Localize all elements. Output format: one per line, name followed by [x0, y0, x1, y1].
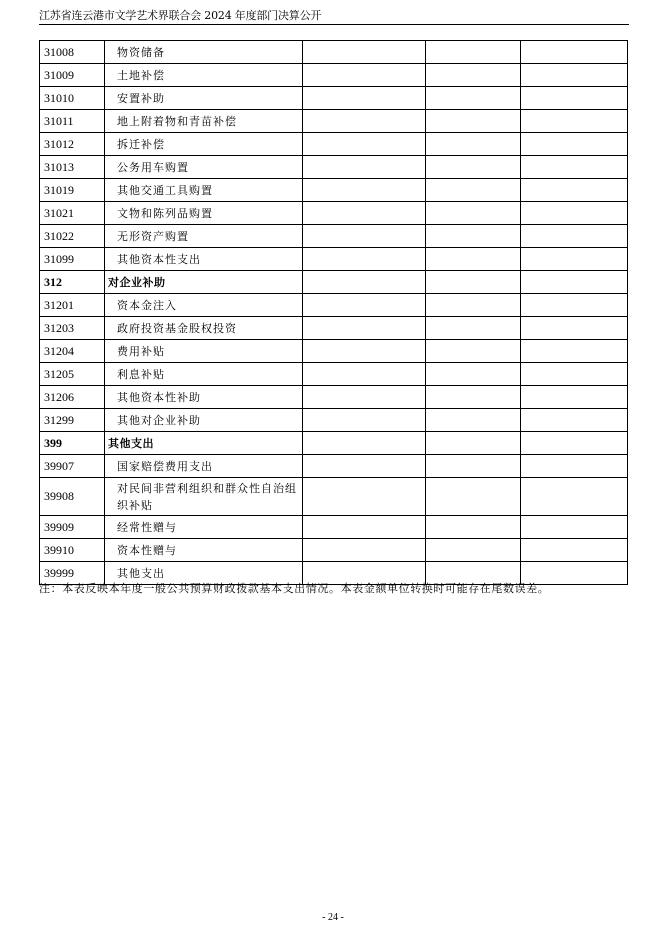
table-row — [40, 110, 628, 133]
amount-cell — [521, 41, 628, 64]
amount-cell — [521, 225, 628, 248]
amount-cell — [426, 386, 521, 409]
amount-cell — [426, 225, 521, 248]
subject-code: 31013 — [40, 156, 105, 179]
amount-cell — [303, 478, 426, 516]
table-row — [40, 156, 628, 179]
amount-cell — [521, 386, 628, 409]
amount-cell — [521, 294, 628, 317]
amount-cell — [426, 432, 521, 455]
amount-cell — [521, 432, 628, 455]
amount-cell — [426, 110, 521, 133]
subject-code: 312 — [40, 271, 105, 294]
amount-cell — [521, 64, 628, 87]
subject-code: 31099 — [40, 248, 105, 271]
subject-name: 土地补偿 — [105, 64, 303, 87]
subject-code: 39999 — [40, 562, 105, 585]
subject-code: 31019 — [40, 179, 105, 202]
table-row — [40, 516, 628, 539]
amount-cell — [521, 110, 628, 133]
subject-name: 资本金注入 — [105, 294, 303, 317]
amount-cell — [426, 133, 521, 156]
amount-cell — [426, 409, 521, 432]
amount-cell — [426, 202, 521, 225]
amount-cell — [303, 294, 426, 317]
subject-name: 国家赔偿费用支出 — [105, 455, 303, 478]
table-row — [40, 64, 628, 87]
table-row — [40, 455, 628, 478]
subject-code: 31009 — [40, 64, 105, 87]
amount-cell — [426, 539, 521, 562]
amount-cell — [521, 179, 628, 202]
amount-cell — [426, 363, 521, 386]
subject-name: 公务用车购置 — [105, 156, 303, 179]
subject-code: 39907 — [40, 455, 105, 478]
amount-cell — [303, 110, 426, 133]
amount-cell — [521, 455, 628, 478]
category-row — [40, 271, 628, 294]
table-row — [40, 179, 628, 202]
subject-name: 物资储备 — [105, 41, 303, 64]
amount-cell — [426, 340, 521, 363]
subject-name: 利息补贴 — [105, 363, 303, 386]
subject-name: 其他支出 — [105, 432, 303, 455]
subject-name: 安置补助 — [105, 87, 303, 110]
amount-cell — [303, 432, 426, 455]
amount-cell — [521, 363, 628, 386]
amount-cell — [426, 156, 521, 179]
table-row — [40, 363, 628, 386]
subject-code: 31010 — [40, 87, 105, 110]
subject-name: 地上附着物和青苗补偿 — [105, 110, 303, 133]
table-note: 注：本表反映本年度一般公共预算财政拨款基本支出情况。本表金额单位转换时可能存在尾数误差。 — [39, 582, 550, 595]
subject-name: 经常性赠与 — [105, 516, 303, 539]
table-row — [40, 133, 628, 156]
subject-name: 费用补贴 — [105, 340, 303, 363]
amount-cell — [303, 202, 426, 225]
table-row — [40, 41, 628, 64]
amount-cell — [303, 87, 426, 110]
amount-cell — [303, 455, 426, 478]
subject-name: 其他支出 — [105, 562, 303, 585]
amount-cell — [303, 317, 426, 340]
amount-cell — [521, 271, 628, 294]
table-row — [40, 248, 628, 271]
expenditure-table — [39, 40, 628, 585]
amount-cell — [426, 478, 521, 516]
amount-cell — [303, 225, 426, 248]
table-row — [40, 317, 628, 340]
amount-cell — [426, 179, 521, 202]
amount-cell — [426, 317, 521, 340]
subject-code: 31206 — [40, 386, 105, 409]
subject-code: 399 — [40, 432, 105, 455]
amount-cell — [303, 363, 426, 386]
amount-cell — [426, 271, 521, 294]
amount-cell — [303, 41, 426, 64]
amount-cell — [303, 516, 426, 539]
subject-code: 31201 — [40, 294, 105, 317]
subject-code: 31299 — [40, 409, 105, 432]
amount-cell — [426, 41, 521, 64]
table-body — [40, 41, 628, 585]
document-header: 江苏省连云港市文学艺术界联合会 2024 年度部门决算公开 — [39, 8, 629, 25]
subject-name: 其他资本性补助 — [105, 386, 303, 409]
amount-cell — [426, 64, 521, 87]
amount-cell — [303, 156, 426, 179]
amount-cell — [521, 202, 628, 225]
amount-cell — [303, 340, 426, 363]
amount-cell — [426, 248, 521, 271]
table-row — [40, 539, 628, 562]
subject-code: 31021 — [40, 202, 105, 225]
subject-code: 31203 — [40, 317, 105, 340]
amount-cell — [521, 340, 628, 363]
table-row — [40, 225, 628, 248]
subject-name: 对企业补助 — [105, 271, 303, 294]
amount-cell — [521, 539, 628, 562]
amount-cell — [426, 294, 521, 317]
amount-cell — [426, 516, 521, 539]
subject-code: 31022 — [40, 225, 105, 248]
subject-name: 无形资产购置 — [105, 225, 303, 248]
amount-cell — [303, 179, 426, 202]
subject-code: 31008 — [40, 41, 105, 64]
subject-name: 资本性赠与 — [105, 539, 303, 562]
category-row — [40, 432, 628, 455]
subject-name: 对民间非营利组织和群众性自治组织补贴 — [105, 478, 303, 516]
subject-name: 拆迁补偿 — [105, 133, 303, 156]
subject-code: 31012 — [40, 133, 105, 156]
amount-cell — [521, 133, 628, 156]
amount-cell — [303, 248, 426, 271]
amount-cell — [303, 386, 426, 409]
amount-cell — [521, 317, 628, 340]
table-row — [40, 409, 628, 432]
subject-code: 31011 — [40, 110, 105, 133]
amount-cell — [521, 87, 628, 110]
subject-code: 31204 — [40, 340, 105, 363]
page-number: - 24 - — [322, 912, 344, 923]
amount-cell — [303, 271, 426, 294]
amount-cell — [521, 156, 628, 179]
table-row — [40, 386, 628, 409]
table-row — [40, 340, 628, 363]
amount-cell — [521, 409, 628, 432]
subject-name: 其他交通工具购置 — [105, 179, 303, 202]
subject-code: 39910 — [40, 539, 105, 562]
amount-cell — [426, 87, 521, 110]
table-row — [40, 294, 628, 317]
subject-name: 文物和陈列品购置 — [105, 202, 303, 225]
subject-code: 39908 — [40, 478, 105, 516]
subject-code: 31205 — [40, 363, 105, 386]
table-row — [40, 202, 628, 225]
amount-cell — [303, 539, 426, 562]
subject-name: 其他对企业补助 — [105, 409, 303, 432]
amount-cell — [303, 133, 426, 156]
subject-name: 其他资本性支出 — [105, 248, 303, 271]
amount-cell — [521, 478, 628, 516]
amount-cell — [521, 248, 628, 271]
amount-cell — [303, 409, 426, 432]
amount-cell — [521, 516, 628, 539]
table-row — [40, 87, 628, 110]
table-row — [40, 478, 628, 516]
subject-name: 政府投资基金股权投资 — [105, 317, 303, 340]
amount-cell — [426, 455, 521, 478]
amount-cell — [303, 64, 426, 87]
subject-code: 39909 — [40, 516, 105, 539]
